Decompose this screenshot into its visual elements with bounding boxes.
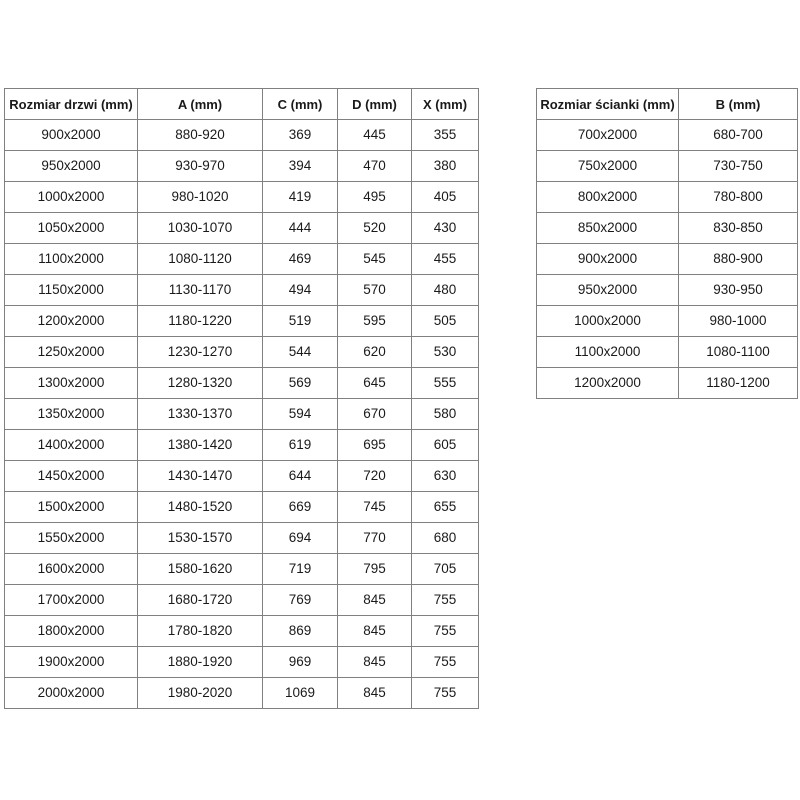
door-size-table [4, 88, 479, 709]
door-table-body [5, 120, 479, 709]
table-cell: 980-1020 [138, 182, 263, 213]
table-cell: 495 [338, 182, 412, 213]
table-cell: 494 [263, 275, 338, 306]
table-cell: 1250x2000 [5, 337, 138, 368]
table-cell: 700x2000 [537, 120, 679, 151]
table-cell: 1050x2000 [5, 213, 138, 244]
table-cell: 1900x2000 [5, 647, 138, 678]
table-cell: 1780-1820 [138, 616, 263, 647]
table-cell: 950x2000 [5, 151, 138, 182]
table-cell: 555 [412, 368, 479, 399]
table-row [537, 213, 798, 244]
table-cell: 680-700 [679, 120, 798, 151]
table-cell: 1000x2000 [537, 306, 679, 337]
table-cell: 430 [412, 213, 479, 244]
table-cell: 519 [263, 306, 338, 337]
table-cell: 830-850 [679, 213, 798, 244]
table-row [5, 523, 479, 554]
table-row [537, 151, 798, 182]
table-cell: 530 [412, 337, 479, 368]
table-row [5, 554, 479, 585]
table-row [5, 678, 479, 709]
table-cell: 630 [412, 461, 479, 492]
table-cell: 594 [263, 399, 338, 430]
table-cell: 1480-1520 [138, 492, 263, 523]
table-cell: 869 [263, 616, 338, 647]
table-cell: 705 [412, 554, 479, 585]
table-cell: 1230-1270 [138, 337, 263, 368]
table-cell: 1450x2000 [5, 461, 138, 492]
table-cell: 394 [263, 151, 338, 182]
table-cell: 770 [338, 523, 412, 554]
table-cell: 680 [412, 523, 479, 554]
table-cell: 544 [263, 337, 338, 368]
table-cell: 1150x2000 [5, 275, 138, 306]
wall-table-header-b: B (mm) [679, 89, 798, 120]
table-cell: 445 [338, 120, 412, 151]
table-cell: 845 [338, 647, 412, 678]
door-table-header-rozmiar-drzwi: Rozmiar drzwi (mm) [5, 89, 138, 120]
table-cell: 1530-1570 [138, 523, 263, 554]
table-row [5, 461, 479, 492]
table-row [537, 275, 798, 306]
table-cell: 1600x2000 [5, 554, 138, 585]
table-cell: 1069 [263, 678, 338, 709]
table-cell: 750x2000 [537, 151, 679, 182]
table-row [537, 368, 798, 399]
table-cell: 1500x2000 [5, 492, 138, 523]
table-cell: 1880-1920 [138, 647, 263, 678]
table-cell: 1380-1420 [138, 430, 263, 461]
table-cell: 1350x2000 [5, 399, 138, 430]
table-cell: 670 [338, 399, 412, 430]
table-cell: 455 [412, 244, 479, 275]
table-cell: 545 [338, 244, 412, 275]
table-cell: 1800x2000 [5, 616, 138, 647]
table-cell: 795 [338, 554, 412, 585]
table-cell: 469 [263, 244, 338, 275]
table-cell: 505 [412, 306, 479, 337]
table-cell: 1430-1470 [138, 461, 263, 492]
table-row [5, 492, 479, 523]
table-cell: 845 [338, 585, 412, 616]
table-cell: 755 [412, 585, 479, 616]
table-cell: 1100x2000 [537, 337, 679, 368]
table-cell: 580 [412, 399, 479, 430]
table-cell: 369 [263, 120, 338, 151]
table-row [5, 244, 479, 275]
table-cell: 520 [338, 213, 412, 244]
table-cell: 1130-1170 [138, 275, 263, 306]
table-cell: 719 [263, 554, 338, 585]
door-table-header-c: C (mm) [263, 89, 338, 120]
table-cell: 730-750 [679, 151, 798, 182]
table-row [537, 244, 798, 275]
table-cell: 669 [263, 492, 338, 523]
table-row [537, 182, 798, 213]
table-cell: 380 [412, 151, 479, 182]
table-cell: 1080-1100 [679, 337, 798, 368]
table-cell: 1180-1200 [679, 368, 798, 399]
table-cell: 930-950 [679, 275, 798, 306]
table-cell: 605 [412, 430, 479, 461]
table-cell: 1330-1370 [138, 399, 263, 430]
table-row [537, 337, 798, 368]
wall-table-header-rozmiar-scianki: Rozmiar ścianki (mm) [537, 89, 679, 120]
table-cell: 644 [263, 461, 338, 492]
table-row [5, 182, 479, 213]
table-cell: 1580-1620 [138, 554, 263, 585]
table-cell: 1280-1320 [138, 368, 263, 399]
table-row [5, 213, 479, 244]
door-table-header-d: D (mm) [338, 89, 412, 120]
table-cell: 1550x2000 [5, 523, 138, 554]
table-row [5, 275, 479, 306]
table-cell: 755 [412, 616, 479, 647]
table-cell: 755 [412, 647, 479, 678]
table-cell: 444 [263, 213, 338, 244]
table-cell: 780-800 [679, 182, 798, 213]
table-cell: 1200x2000 [537, 368, 679, 399]
door-table-header-a: A (mm) [138, 89, 263, 120]
table-cell: 930-970 [138, 151, 263, 182]
table-row [5, 368, 479, 399]
table-cell: 1400x2000 [5, 430, 138, 461]
table-cell: 769 [263, 585, 338, 616]
table-cell: 950x2000 [537, 275, 679, 306]
table-row [5, 306, 479, 337]
table-cell: 850x2000 [537, 213, 679, 244]
table-cell: 645 [338, 368, 412, 399]
table-cell: 470 [338, 151, 412, 182]
table-cell: 419 [263, 182, 338, 213]
table-cell: 694 [263, 523, 338, 554]
table-cell: 1000x2000 [5, 182, 138, 213]
table-cell: 1100x2000 [5, 244, 138, 275]
table-row [5, 616, 479, 647]
table-cell: 720 [338, 461, 412, 492]
wall-size-table [536, 88, 798, 399]
table-cell: 655 [412, 492, 479, 523]
table-cell: 1080-1120 [138, 244, 263, 275]
table-cell: 900x2000 [5, 120, 138, 151]
table-cell: 1980-2020 [138, 678, 263, 709]
table-cell: 355 [412, 120, 479, 151]
table-cell: 969 [263, 647, 338, 678]
table-cell: 620 [338, 337, 412, 368]
table-cell: 900x2000 [537, 244, 679, 275]
table-row [5, 151, 479, 182]
table-row [5, 337, 479, 368]
table-cell: 570 [338, 275, 412, 306]
table-cell: 619 [263, 430, 338, 461]
table-row [5, 647, 479, 678]
table-row [537, 306, 798, 337]
table-cell: 2000x2000 [5, 678, 138, 709]
table-cell: 800x2000 [537, 182, 679, 213]
table-cell: 755 [412, 678, 479, 709]
door-table-header-x: X (mm) [412, 89, 479, 120]
wall-table-body [537, 120, 798, 399]
table-cell: 880-900 [679, 244, 798, 275]
table-cell: 695 [338, 430, 412, 461]
table-cell: 1300x2000 [5, 368, 138, 399]
table-row [5, 120, 479, 151]
table-cell: 569 [263, 368, 338, 399]
table-cell: 480 [412, 275, 479, 306]
table-row [5, 430, 479, 461]
table-cell: 845 [338, 678, 412, 709]
table-row [5, 399, 479, 430]
door-table-header-row [5, 89, 479, 120]
table-cell: 405 [412, 182, 479, 213]
table-cell: 1030-1070 [138, 213, 263, 244]
wall-table-header-row [537, 89, 798, 120]
table-cell: 745 [338, 492, 412, 523]
table-cell: 880-920 [138, 120, 263, 151]
table-cell: 595 [338, 306, 412, 337]
table-cell: 1200x2000 [5, 306, 138, 337]
table-row [5, 585, 479, 616]
table-cell: 980-1000 [679, 306, 798, 337]
table-cell: 1680-1720 [138, 585, 263, 616]
table-row [537, 120, 798, 151]
table-cell: 845 [338, 616, 412, 647]
table-cell: 1700x2000 [5, 585, 138, 616]
table-cell: 1180-1220 [138, 306, 263, 337]
